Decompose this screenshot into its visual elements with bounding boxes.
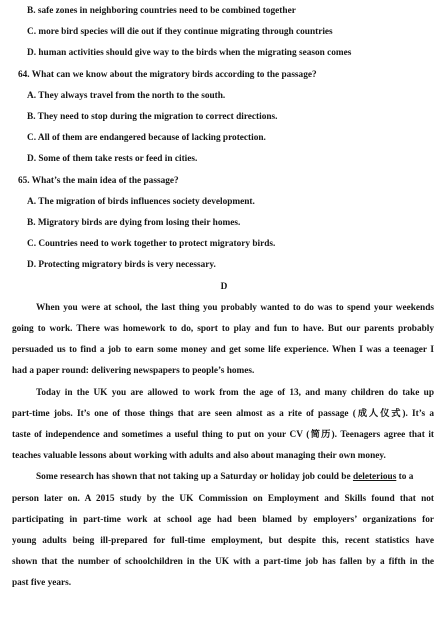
paragraph-3-line: person later on. A 2015 study by the UK Commission on Employment and Skills found that not	[12, 493, 434, 504]
q65-option-a: A. The migration of birds influences society development.	[27, 196, 255, 207]
paragraph-3-line	[0, 471, 448, 483]
paragraph-2-line: part-time jobs. It’s one of those things that are seen almost as a rite of passage (成人仪式). It’s a	[12, 408, 434, 419]
q63-option-c: C. more bird species will die out if they continue migrating through countries	[27, 27, 333, 38]
q64-stem: 64. What can we know about the migratory birds according to the passage?	[18, 69, 317, 80]
paragraph-1-line: going to work. There was homework to do, sport to play and fun to have. But our parents probably	[12, 324, 434, 334]
q65-stem: 65. What’s the main idea of the passage?	[18, 175, 179, 186]
paragraph-3-line: past five years.	[12, 578, 72, 589]
q64-option-b: B. They need to stop during the migration to correct directions.	[27, 112, 278, 122]
paragraph-1-line: had a paper round: delivering newspapers to people’s homes.	[12, 366, 255, 377]
paragraph-3-text: to a	[398, 472, 414, 483]
paragraph-1-line: persuaded us to find a job to earn some money and get some life experience. When I was a teenager I	[12, 345, 434, 356]
paragraph-1-line: When you were at school, the last thing you probably wanted to do was to spend your weekends	[36, 302, 434, 313]
q63-option-d: D. human activities should give way to the birds when the migrating season comes	[27, 48, 352, 59]
q65-option-b: B. Migratory birds are dying from losing their homes.	[27, 218, 241, 228]
paragraph-2-line: taste of independence and sometimes a useful thing to put on your CV (简历). Teenagers agree that it	[12, 430, 434, 440]
paragraph-3-line: participating in part-time work at school age had been blamed by employers’ organizations for	[12, 514, 434, 525]
q64-option-a: A. They always travel from the north to the south.	[27, 90, 226, 101]
q64-option-c: C. All of them are endangered because of lacking protection.	[27, 133, 266, 144]
section-heading: D	[220, 281, 228, 292]
paragraph-3-text: Some research has shown that not taking up a Saturday or holiday job could be	[36, 472, 351, 483]
q65-option-d: D. Protecting migratory birds is very necessary.	[27, 260, 216, 271]
paragraph-3-line: shown that the number of schoolchildren in the UK with a part-time job has fallen by a fifth in the	[12, 557, 434, 568]
paragraph-2-line: Today in the UK you are allowed to work from the age of 13, and many children do take up	[36, 387, 434, 398]
underlined-word: deleterious	[352, 472, 397, 483]
q64-option-d: D. Some of them take rests or feed in cities.	[27, 154, 198, 165]
q63-option-b: B. safe zones in neighboring countries need to be combined together	[27, 6, 296, 16]
paragraph-3-line: young adults being ill-prepared for full-time employment, but despite this, recent statistics have	[12, 536, 434, 546]
paragraph-2-line: teaches valuable lessons about working with adults and also about managing their own money.	[12, 451, 386, 462]
q65-option-c: C. Countries need to work together to protect migratory birds.	[27, 239, 276, 250]
